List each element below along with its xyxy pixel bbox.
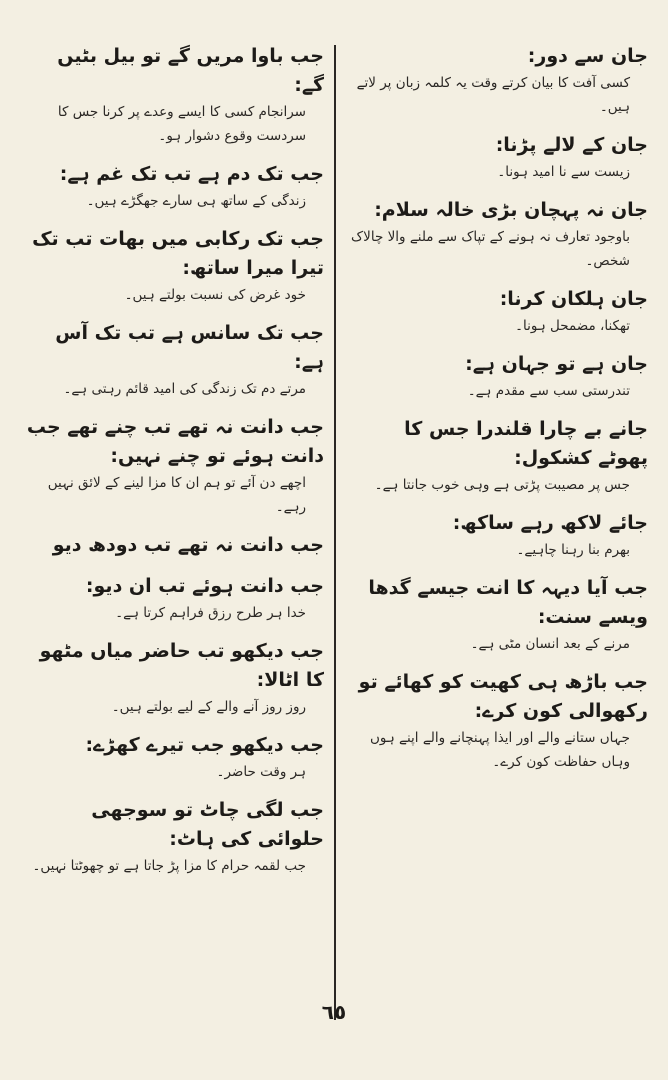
idiom-heading: جب دانت نہ تھے تب دودھ دیو: [52, 534, 324, 556]
idiom-meaning: مرنے کے بعد انسان مٹی ہے۔: [470, 636, 630, 652]
idiom-entry: [24, 572, 324, 625]
idiom-meaning: خود غرض کی نسبت بولتے ہیں۔: [124, 287, 306, 303]
idiom-heading: جب آیا دیہہ کا انت جیسے گدھا ویسے سنت:: [368, 577, 648, 628]
idiom-meaning: تندرستی سب سے مقدم ہے۔: [467, 383, 630, 399]
idiom-meaning: روز روز آنے والے کے لیے بولتے ہیں۔: [111, 699, 306, 715]
idiom-heading: جانے بے چارا قلندرا جس کا پھوٹے کشکول:: [404, 418, 648, 469]
left-column: [24, 42, 324, 982]
idiom-entry: [24, 637, 324, 719]
idiom-entry: [348, 42, 648, 119]
idiom-entry: [24, 225, 324, 307]
idiom-heading: جب تک دم ہے تب تک غم ہے:: [59, 163, 324, 185]
idiom-meaning: باوجود تعارف نہ ہونے کے تپاک سے ملنے والا چالاک شخص۔: [351, 229, 630, 269]
idiom-heading: جان ہلکان کرنا:: [499, 288, 648, 310]
idiom-meaning: کسی آفت کا بیان کرتے وقت یہ کلمہ زبان پر لاتے ہیں۔: [356, 75, 630, 115]
idiom-entry: [24, 531, 324, 560]
page-number: ٦٥: [321, 1000, 347, 1024]
idiom-heading: جان کے لالے پڑنا:: [495, 134, 648, 156]
idiom-meaning: خدا ہر طرح رزق فراہم کرتا ہے۔: [115, 605, 306, 621]
idiom-entry: [24, 319, 324, 401]
idiom-entry: [348, 196, 648, 273]
idiom-entry: [348, 350, 648, 403]
idiom-meaning: اچھے دن آئے تو ہم ان کا مزا لینے کے لائق نہیں رہے۔: [47, 475, 306, 515]
idiom-meaning: جب لقمہ حرام کا مزا پڑ جاتا ہے تو چھوٹتا نہیں۔: [32, 858, 306, 874]
idiom-entry: [348, 574, 648, 656]
idiom-meaning: سرانجام کسی کا ایسے وعدے پر کرنا جس کا سردست وقوع دشوار ہو۔: [57, 104, 306, 144]
idiom-entry: [348, 285, 648, 338]
idiom-entry: [348, 415, 648, 497]
idiom-entry: [348, 668, 648, 774]
idiom-meaning: بھرم بنا رہنا چاہیے۔: [516, 542, 630, 558]
idiom-meaning: تھکنا، مضمحل ہونا۔: [515, 318, 630, 334]
column-divider: [334, 45, 336, 1020]
idiom-entry: [24, 796, 324, 878]
idiom-heading: جب دانت ہوئے تب ان دیو:: [85, 575, 324, 597]
idiom-entry: [348, 131, 648, 184]
idiom-heading: جب لگی چاٹ تو سوجھی حلوائی کی ہاٹ:: [91, 799, 324, 850]
idiom-heading: جب باوا مریں گے تو بیل بٹیں گے:: [57, 45, 324, 96]
idiom-meaning: ہر وقت حاضر۔: [216, 764, 306, 780]
idiom-meaning: جہاں ستانے والے اور ایذا پہنچانے والے اپنے ہوں وہاں حفاظت کون کرے۔: [369, 730, 630, 770]
idiom-heading: جان سے دور:: [527, 45, 648, 67]
idiom-meaning: زندگی کے ساتھ ہی سارے جھگڑے ہیں۔: [86, 193, 306, 209]
idiom-heading: جب دیکھو تب حاضر میاں مٹھو کا اٹالا:: [39, 640, 324, 691]
idiom-heading: جب باڑھ ہی کھیت کو کھائے تو رکھوالی کون کرے:: [358, 671, 648, 722]
idiom-heading: جان نہ پہچان بڑی خالہ سلام:: [374, 199, 648, 221]
idiom-heading: جب دانت نہ تھے تب چنے تھے جب دانت ہوئے تو چنے نہیں:: [26, 416, 324, 467]
idiom-heading: جب تک رکابی میں بھات تب تک تیرا میرا ساتھ:: [32, 228, 324, 279]
idiom-entry: [24, 413, 324, 519]
idiom-entry: [24, 42, 324, 148]
idiom-meaning: زیست سے نا امید ہونا۔: [497, 164, 630, 180]
idiom-entry: [24, 160, 324, 213]
idiom-entry: [348, 509, 648, 562]
idiom-heading: جب دیکھو جب تیرے کھڑے:: [85, 734, 324, 756]
idiom-meaning: مرتے دم تک زندگی کی امید قائم رہتی ہے۔: [63, 381, 306, 397]
idiom-heading: جائے لاکھ رہے ساکھ:: [452, 512, 648, 534]
idiom-heading: جب تک سانس ہے تب تک آس ہے:: [55, 322, 324, 373]
idiom-meaning: جس پر مصیبت پڑتی ہے وہی خوب جانتا ہے۔: [374, 477, 630, 493]
right-column: [348, 42, 648, 982]
idiom-entry: [24, 731, 324, 784]
idiom-heading: جان ہے تو جہان ہے:: [465, 353, 648, 375]
